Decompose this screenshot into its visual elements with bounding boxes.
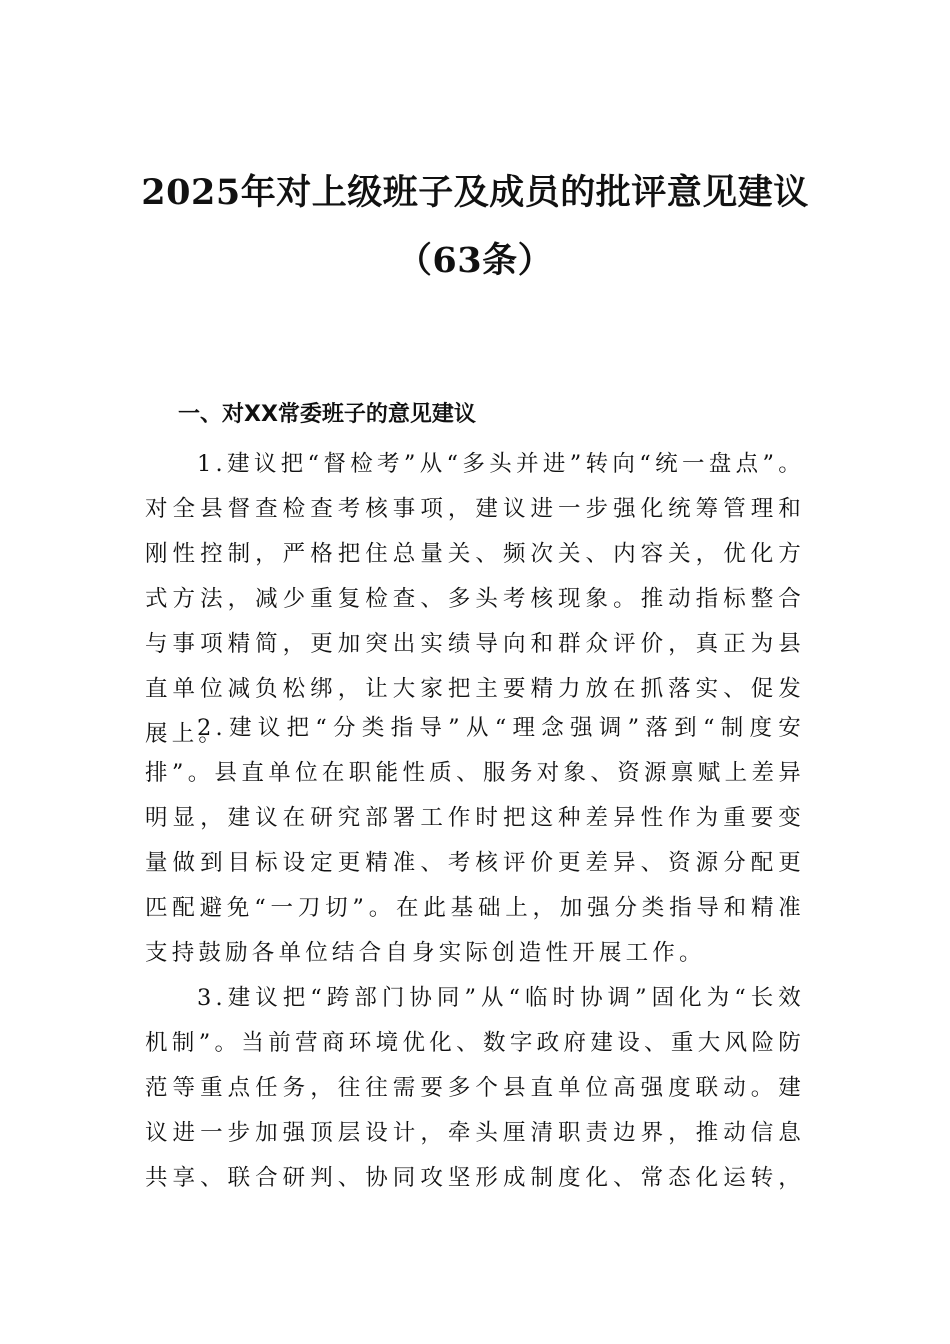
- document-subtitle: （63条）: [396, 240, 554, 281]
- paragraph-block-2: [145, 706, 805, 976]
- section-heading: 一、对XX常委班子的意见建议: [178, 402, 476, 427]
- paragraph-1: 1.建议把“督检考”从“多头并进”转向“统一盘点”。对全县督查检查考核事项，建议进一步强化统筹管理和刚性控制，严格把住总量关、频次关、内容关，优化方式方法，减少重复检查、多头考核现象。推动指标整合与事项精简，更加突出实绩导向和群众评价，真正为县直单位减负松绑，让大家把主要精力放在抓落实、促发展上。: [145, 451, 805, 747]
- page-bottom-margin: [0, 1196, 950, 1344]
- paragraph-3: 3.建议把“跨部门协同”从“临时协调”固化为“长效机制”。当前营商环境优化、数字政府建设、重大风险防范等重点任务，往往需要多个县直单位高强度联动。建议进一步加强顶层设计，牵头厘清职责边界，推动信息共享、联合研判、协同攻坚形成制度化、常态化运转，: [145, 985, 805, 1191]
- document-title: 2025年对上级班子及成员的批评意见建议: [141, 172, 809, 213]
- paragraph-2: 2.建议把“分类指导”从“理念强调”落到“制度安排”。县直单位在职能性质、服务对象、资源禀赋上差异明显，建议在研究部署工作时把这种差异性作为重要变量做到目标设定更精准、考核评价更差异、资源分配更匹配避免“一刀切”。在此基础上，加强分类指导和精准支持鼓励各单位结合自身实际创造性开展工作。: [145, 715, 805, 966]
